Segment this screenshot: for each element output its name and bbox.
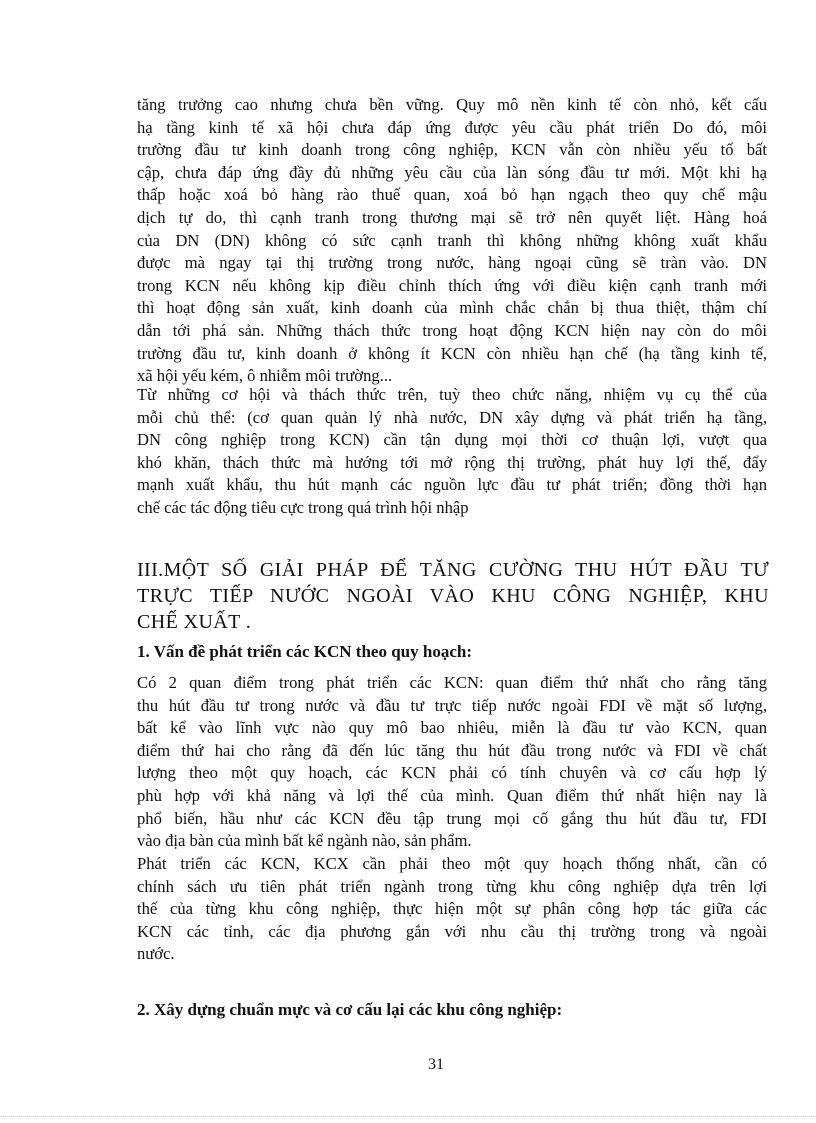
paragraph-line: bất kể vào lĩnh vực nào quy mô bao nhiêu, miễn là đầu tư vào KCN, quan [137, 718, 767, 738]
paragraph-3 [137, 672, 767, 853]
paragraph-line: thu hút đầu tư trong nước và đầu tư trực tiếp nước ngoài FDI về mặt số lượng, [137, 695, 767, 715]
paragraph-line: cập, chưa đáp ứng đầy đủ những yêu cầu của làn sóng đầu tư mới. Một khi hạ [137, 162, 767, 182]
paragraph-line: dẫn tới phá sản. Những thách thức trong hoạt động KCN hiện nay còn do môi [137, 320, 767, 340]
paragraph-line: DN công nghiệp trong KCN) cần tận dụng mọi thời cơ thuận lợi, vượt qua [137, 430, 767, 450]
paragraph-line: lượng theo một quy hoạch, các KCN phải có tính chuyên và cơ cấu hợp lý [137, 763, 767, 783]
paragraph-line: xã hội yếu kém, ô nhiễm môi trường... [137, 366, 393, 386]
subheading-2: 2. Xây dựng chuẩn mực và cơ cấu lại các khu công nghiệp: [137, 1000, 563, 1019]
paragraph-4 [137, 853, 767, 966]
paragraph-2 [137, 384, 767, 520]
paragraph-line: trường đầu tư kinh doanh trong công nghiệp, KCN vẫn còn nhiều yếu tố bất [137, 140, 767, 160]
paragraph-line: trong KCN nếu không kịp điều chỉnh thích ứng với điều kiện cạnh tranh mới [137, 275, 767, 295]
paragraph-line: thì hoạt động sản xuất, kinh doanh của mình chắc chắn bị thua thiệt, thậm chí [137, 298, 767, 318]
paragraph-line: phổ biến, hầu như các KCN đều tập trung mọi cố gắng thu hút đầu tư, FDI [137, 808, 767, 828]
paragraph-line: Từ những cơ hội và thách thức trên, tuỳ theo chức năng, nhiệm vụ cụ thể của [137, 385, 767, 404]
paragraph-line: chính sách ưu tiên phát triển ngành trong từng khu công nghiệp dựa trên lợi [137, 876, 767, 896]
page-number: 31 [428, 1056, 444, 1073]
paragraph-line: thế của từng khu công nghiệp, thực hiện một sự phân công hợp tác giữa các [137, 899, 767, 919]
paragraph-line: mạnh xuất khẩu, thu hút mạnh các nguồn lực đầu tư phát triển; đồng thời hạn [137, 475, 767, 495]
paragraph-line: nước. [137, 944, 175, 964]
paragraph-line: mỗi chủ thể: (cơ quan quản lý nhà nước, DN xây dựng và phát triển hạ tầng, [137, 407, 767, 427]
paragraph-line: tăng trưởng cao nhưng chưa bền vững. Quy mô nền kinh tế còn nhỏ, kết cấu [137, 95, 767, 114]
paragraph-line: dịch tự do, thì cạnh tranh trong thương mại sẽ trở nên quyết liệt. Hàng hoá [137, 207, 767, 227]
heading-line: CHẾ XUẤT . [137, 611, 252, 633]
paragraph-1 [137, 94, 767, 388]
paragraph-line: vào địa bàn của mình bất kể ngành nào, sản phẩm. [137, 831, 472, 851]
paragraph-line: Phát triển các KCN, KCX cần phải theo một quy hoạch thống nhất, cần có [137, 854, 767, 873]
paragraph-line: thấp hoặc xoá bỏ hàng rào thuế quan, xoá bỏ hạn ngạch theo quy chế mậu [137, 185, 767, 205]
heading-line: III.MỘT SỐ GIẢI PHÁP ĐỂ TĂNG CƯỜNG THU HÚT ĐẦU TƯ [137, 559, 769, 581]
page-bottom-divider [0, 1116, 816, 1117]
paragraph-line: trường đầu tư, kinh doanh ở không ít KCN còn nhiều hạn chế (hạ tầng kinh tế, [137, 343, 767, 363]
paragraph-line: được mà ngay tại thị trường trong nước, hàng ngoại cũng sẽ tràn vào. DN [137, 253, 767, 273]
paragraph-line: Có 2 quan điểm trong phát triển các KCN: quan điểm thứ nhất cho rằng tăng [137, 673, 767, 692]
section-heading [137, 557, 769, 635]
subheading-1: 1. Vấn đề phát triển các KCN theo quy hoạch: [137, 642, 472, 661]
paragraph-line: hạ tầng kinh tế xã hội chưa đáp ứng được yêu cầu phát triển Do đó, môi [137, 117, 767, 137]
paragraph-line: của DN (DN) không có sức cạnh tranh thì không những không xuất khẩu [137, 230, 767, 250]
paragraph-line: phù hợp với khả năng và lợi thế của mình. Quan điểm thứ nhất hiện nay là [137, 785, 767, 805]
paragraph-line: điểm thứ hai cho rằng đã đến lúc tăng thu hút đầu trong nước và FDI về chất [137, 740, 767, 760]
paragraph-line: chế các tác động tiêu cực trong quá trình hội nhập [137, 497, 469, 517]
heading-line: TRỰC TIẾP NƯỚC NGOÀI VÀO KHU CÔNG NGHIỆP, KHU [137, 585, 769, 607]
paragraph-line: KCN các tỉnh, các địa phương gắn với nhu cầu thị trường trong và ngoài [137, 921, 767, 941]
paragraph-line: khó khăn, thách thức mà hướng tới mở rộng thị trường, phát huy lợi thế, đẩy [137, 452, 767, 472]
